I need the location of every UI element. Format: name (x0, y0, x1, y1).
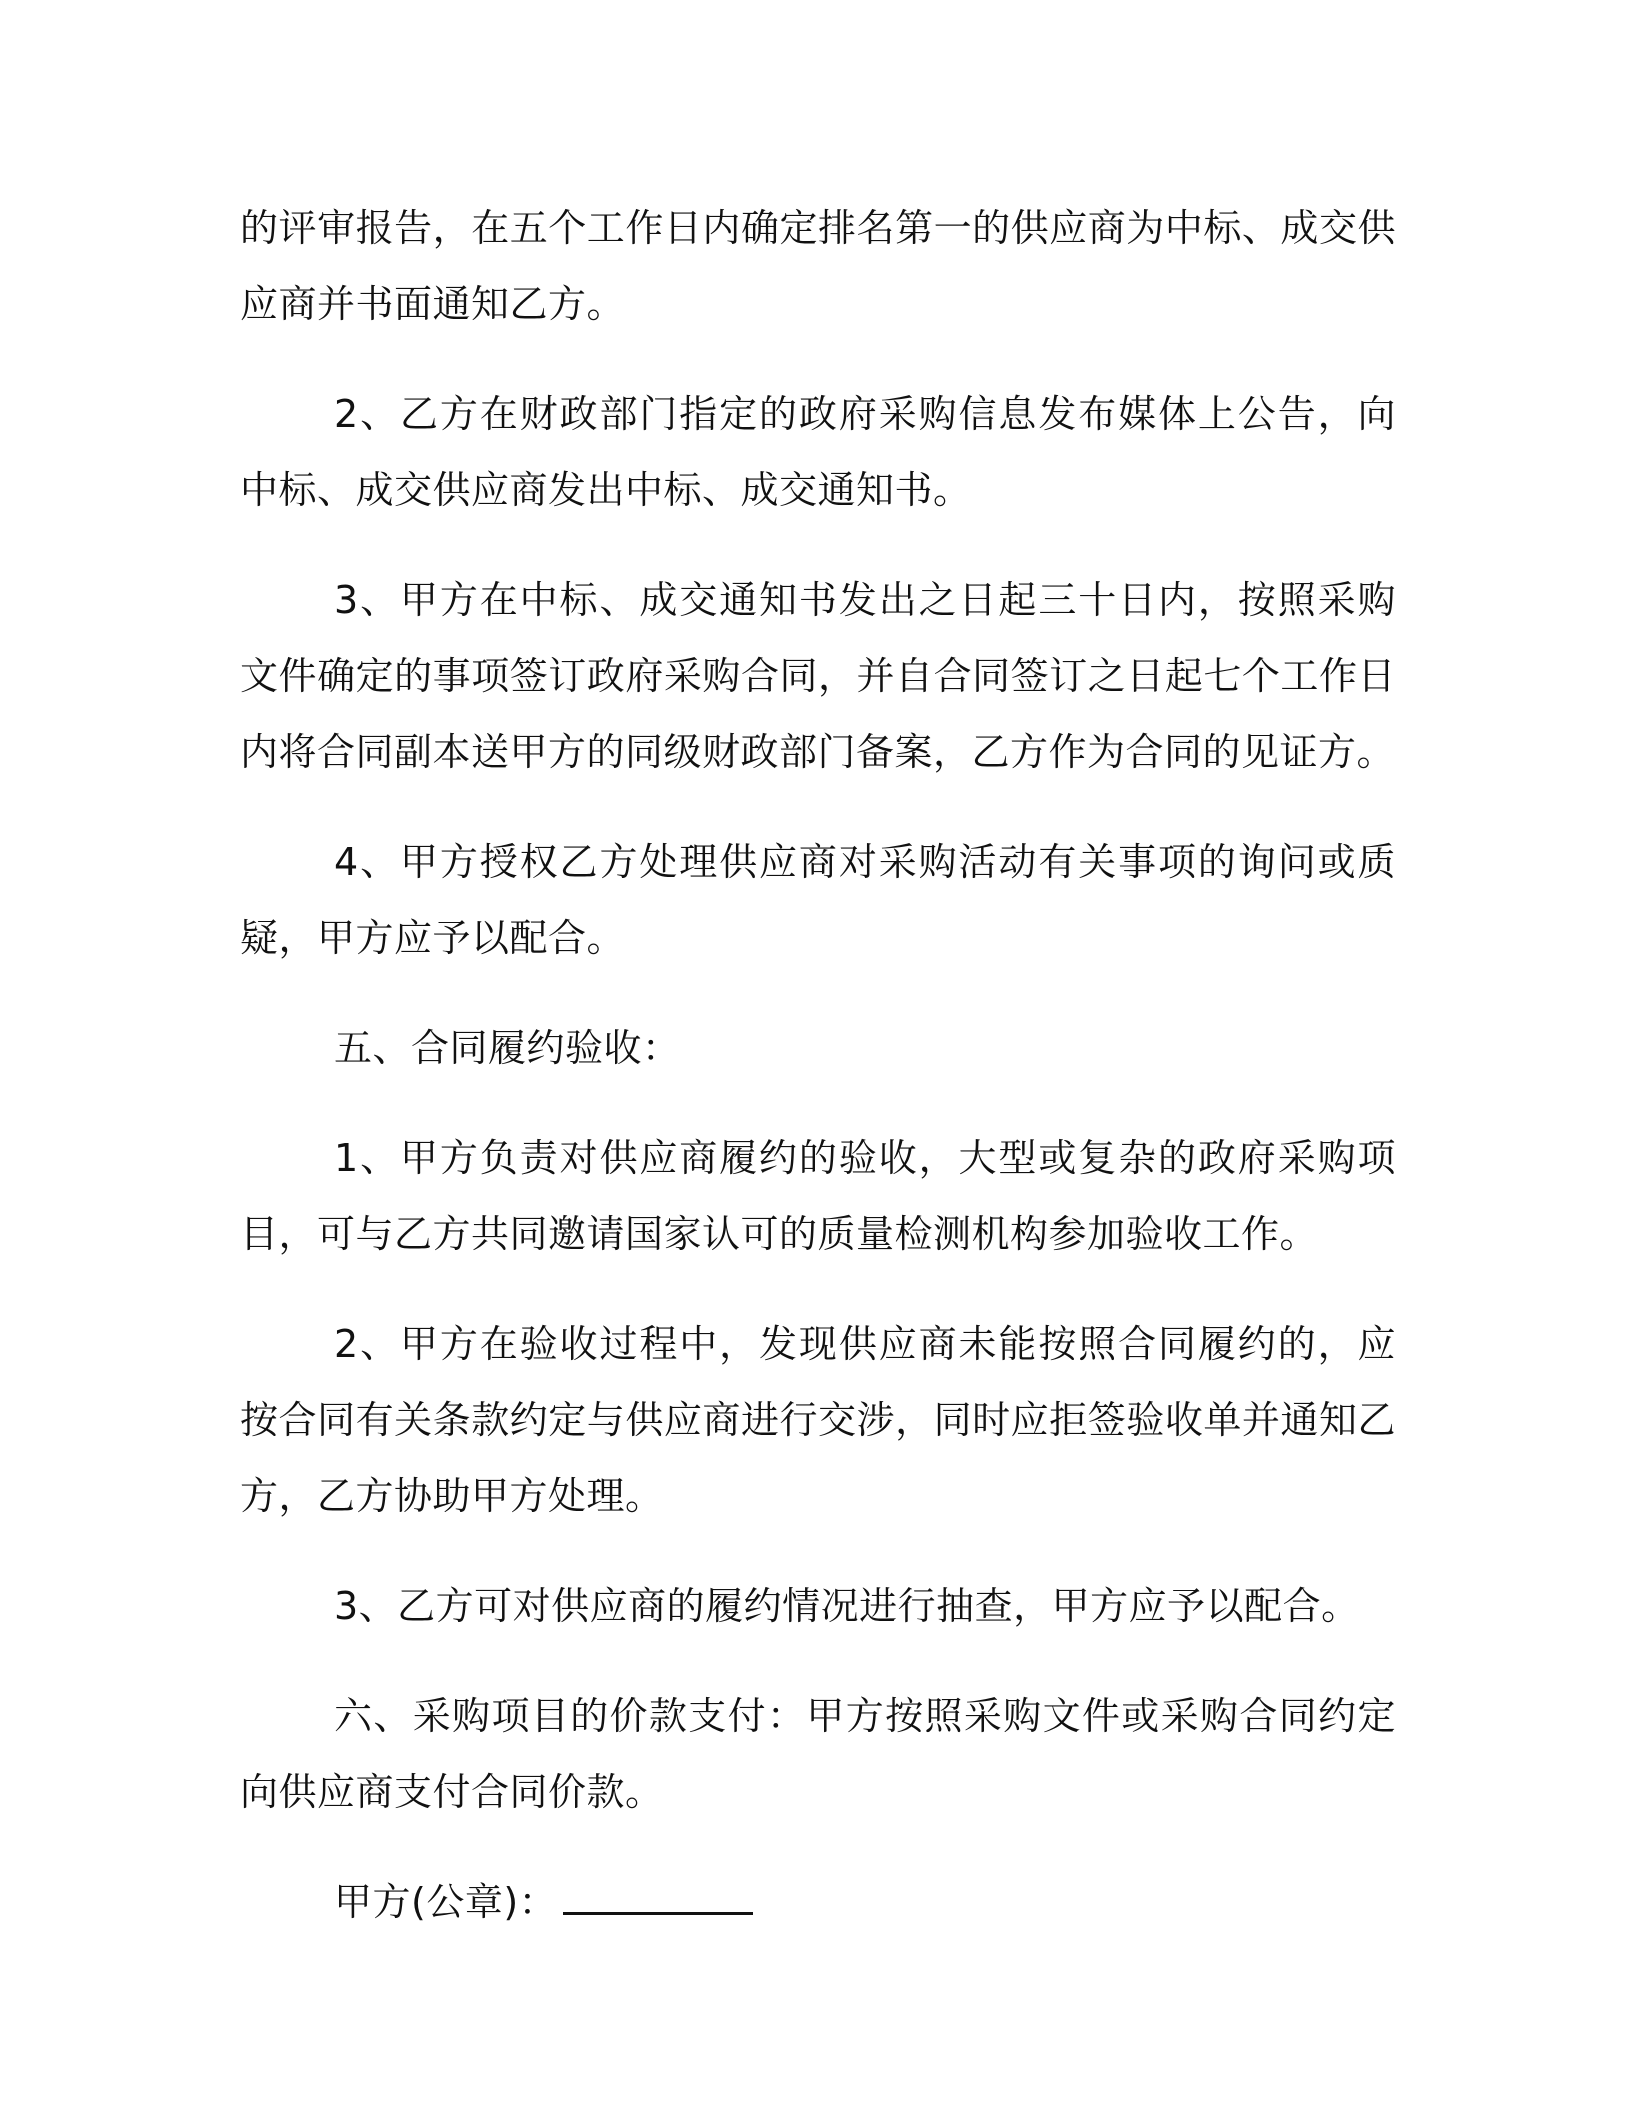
section-heading-6: 六、采购项目的价款支付：甲方按照采购文件或采购合同约定向供应商支付合同价款。 (240, 1694, 1396, 1814)
paragraph-3: 3、甲方在中标、成交通知书发出之日起三十日内，按照采购文件确定的事项签订政府采购合同，并自合同签订之日起七个工作日内将合同副本送甲方的同级财政部门备案，乙方作为合同的见证方。 (240, 578, 1396, 774)
paragraph-1: 的评审报告，在五个工作日内确定排名第一的供应商为中标、成交供应商并书面通知乙方。 (240, 206, 1396, 326)
section-heading-5: 五、合同履约验收： (334, 1026, 681, 1070)
document-page (240, 190, 1396, 1974)
paragraph-7: 2、甲方在验收过程中，发现供应商未能按照合同履约的，应按合同有关条款约定与供应商进行交涉，同时应拒签验收单并通知乙方，乙方协助甲方处理。 (240, 1322, 1396, 1518)
signature-blank (563, 1882, 753, 1915)
paragraph-4: 4、甲方授权乙方处理供应商对采购活动有关事项的询问或质疑，甲方应予以配合。 (240, 840, 1396, 960)
paragraph-6: 1、甲方负责对供应商履约的验收，大型或复杂的政府采购项目，可与乙方共同邀请国家认可的质量检测机构参加验收工作。 (240, 1136, 1396, 1256)
paragraph-2: 2、乙方在财政部门指定的政府采购信息发布媒体上公告，向中标、成交供应商发出中标、成交通知书。 (240, 392, 1396, 512)
signature-line (240, 1864, 1396, 1940)
signature-label: 甲方(公章)： (334, 1880, 558, 1924)
paragraph-8: 3、乙方可对供应商的履约情况进行抽查，甲方应予以配合。 (334, 1584, 1360, 1628)
